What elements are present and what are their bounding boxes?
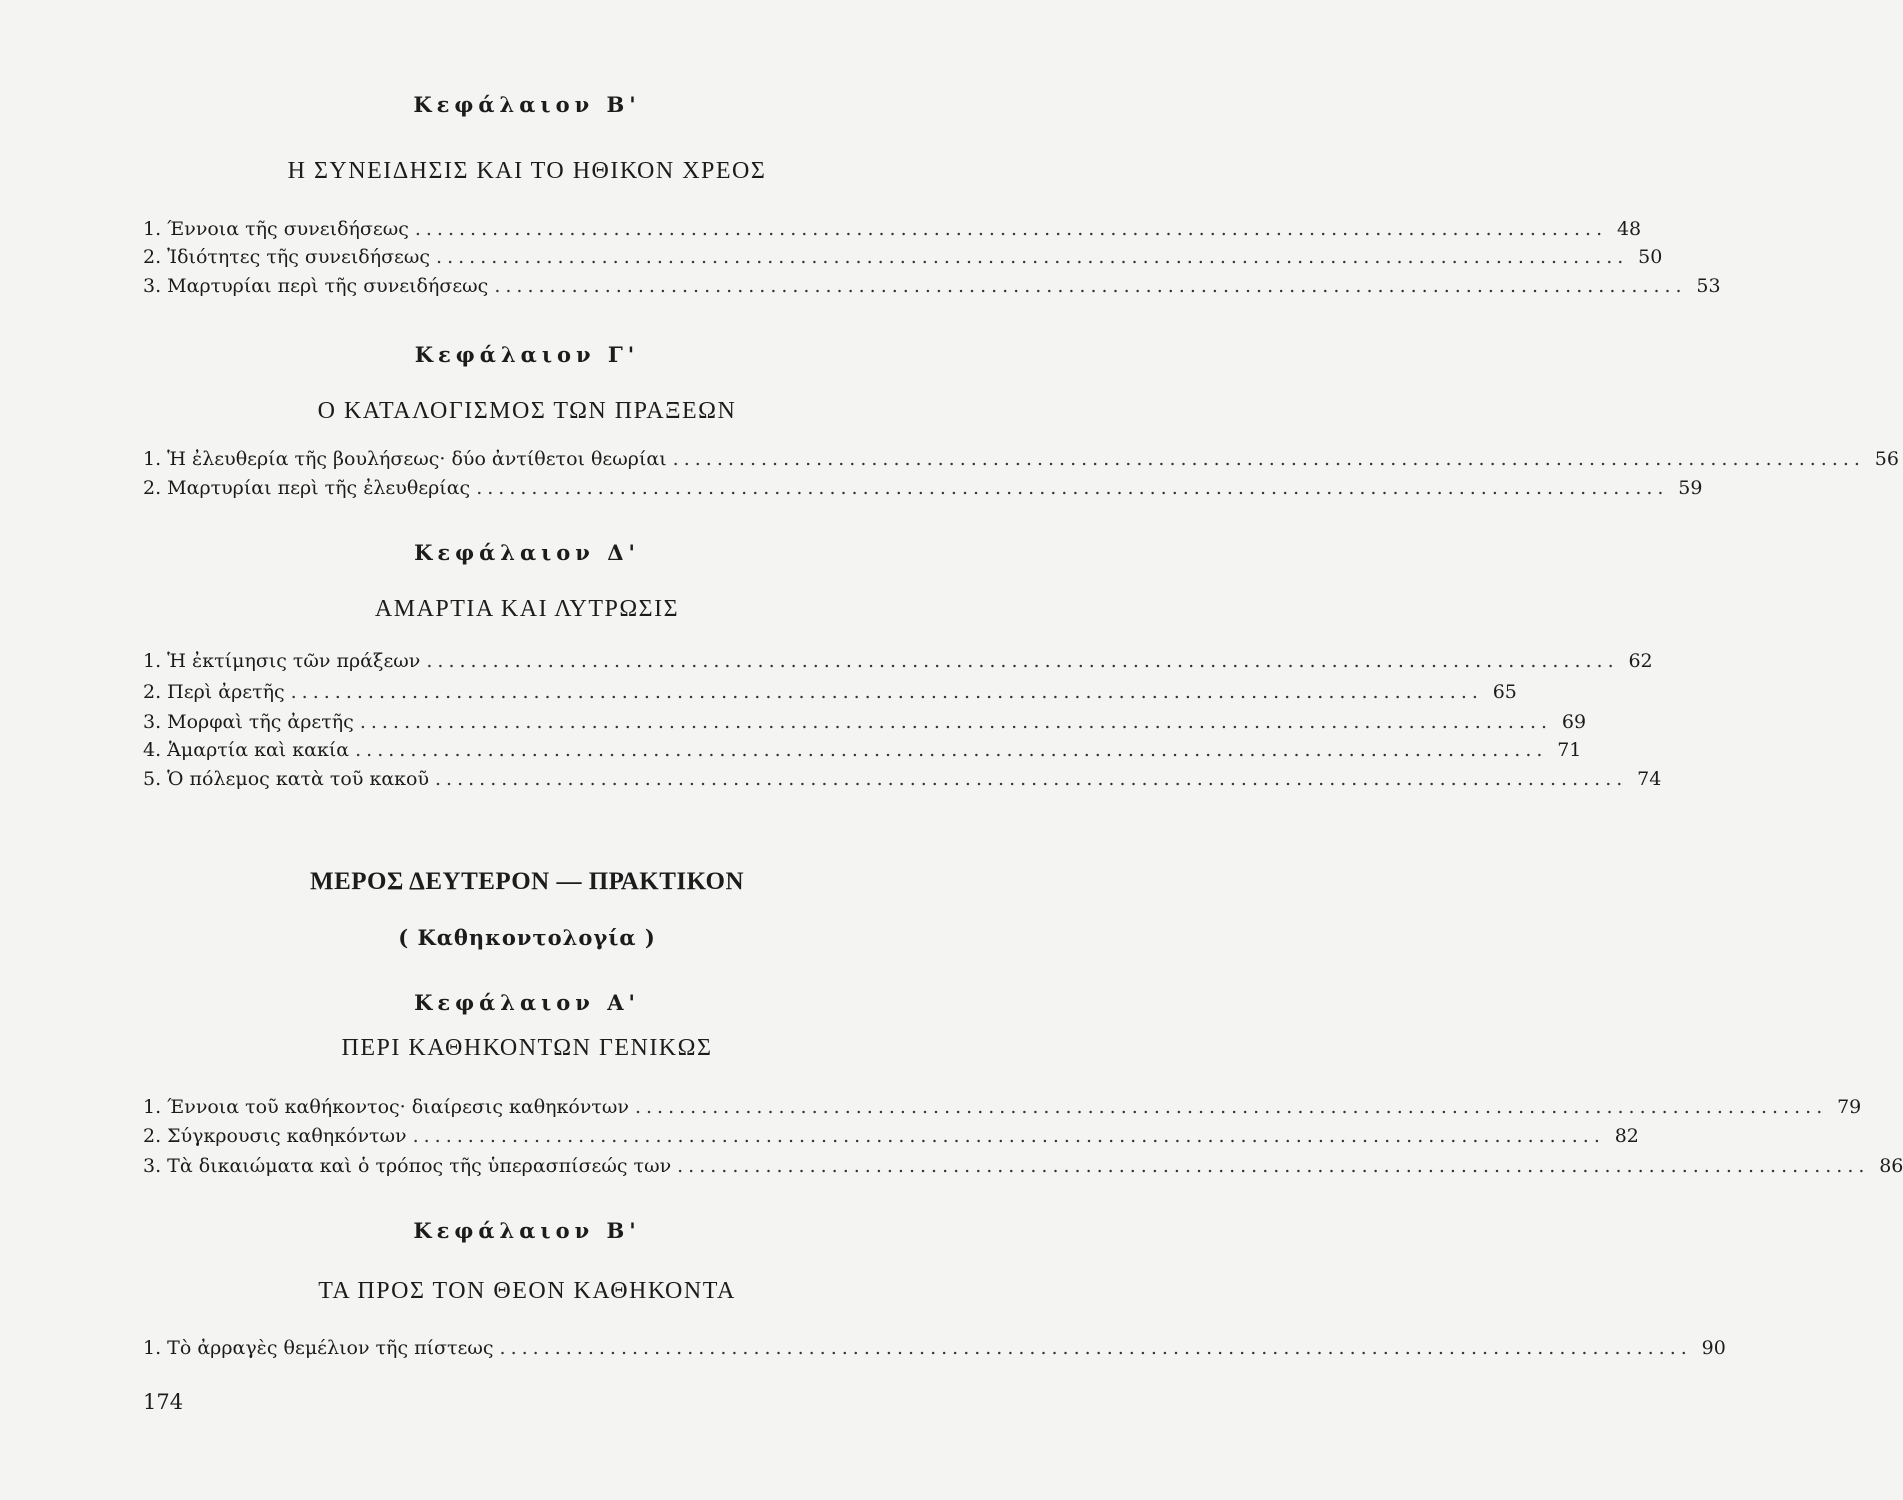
dot-leader: ............................................................................................................	[677, 1155, 1870, 1177]
dot-leader: ............................................................................................................	[494, 275, 1687, 297]
toc-entry-label: 4. Ἁμαρτία καὶ κακία	[143, 739, 350, 761]
toc-entry-label: 2. Περὶ ἀρετῆς	[143, 681, 285, 703]
chapter-title: ΠΕΡΙ ΚΑΘΗΚΟΝΤΩΝ ΓΕΝΙΚΩΣ	[341, 1035, 713, 1061]
toc-entry-page: 74	[1637, 768, 1662, 790]
toc-entry	[143, 1155, 1903, 1183]
toc-entry	[143, 218, 1642, 246]
dot-leader: ............................................................................................................	[634, 1096, 1828, 1118]
toc-entry-page: 69	[1561, 711, 1587, 733]
toc-entry-label: 2. Ἰδιότητες τῆς συνειδήσεως	[143, 246, 431, 268]
chapter-heading: Κεφάλαιον Β'	[413, 1218, 641, 1243]
toc-entry-page: 90	[1701, 1337, 1726, 1359]
toc-entry-label: 1. Έννοια τῆς συνειδήσεως	[143, 218, 409, 240]
chapter-heading: Κεφάλαιον Β'	[413, 92, 641, 117]
part-title: ΜΕΡΟΣ ΔΕΥΤΕΡΟΝ — ΠΡΑΚΤΙΚΟΝ	[309, 868, 745, 895]
toc-entry-label: 3. Μαρτυρίαι περὶ τῆς συνειδήσεως	[143, 275, 489, 297]
dot-leader: ............................................................................................................	[359, 711, 1553, 733]
dot-leader: ............................................................................................................	[414, 218, 1608, 240]
dot-leader: ............................................................................................................	[499, 1337, 1692, 1359]
toc-entry	[143, 1337, 1726, 1365]
toc-entry	[143, 246, 1663, 274]
toc-entry-label: 1. Τὸ ἀρραγὲς θεμέλιον τῆς πίστεως	[143, 1337, 494, 1359]
toc-entry-label: 1. Ἡ ἐκτίμησις τῶν πράξεων	[143, 650, 421, 672]
toc-entry	[143, 768, 1662, 796]
chapter-heading: Κεφάλαιον Δ'	[414, 540, 640, 565]
toc-entry-page: 82	[1614, 1125, 1639, 1147]
toc-entry-label: 2. Σύγκρουσις καθηκόντων	[143, 1125, 407, 1147]
toc-entry	[143, 739, 1582, 767]
chapter-heading: Κεφάλαιον Γ'	[414, 342, 640, 367]
dot-leader: ............................................................................................................	[435, 768, 1628, 790]
toc-entry-page: 59	[1678, 477, 1703, 499]
toc-entry-page: 56	[1874, 448, 1899, 470]
chapter-heading: Κεφάλαιον Α'	[414, 990, 640, 1015]
toc-entry-label: 3. Τὰ δικαιώματα καὶ ὁ τρόπος τῆς ὑπερασπίσεώς των	[143, 1155, 672, 1177]
dot-leader: ............................................................................................................	[355, 739, 1548, 761]
dot-leader: ............................................................................................................	[412, 1125, 1605, 1147]
dot-leader: ............................................................................................................	[426, 650, 1619, 672]
toc-entry	[143, 275, 1721, 303]
toc-entry	[143, 681, 1517, 709]
toc-entry-label: 2. Μαρτυρίαι περὶ τῆς ἐλευθερίας	[143, 477, 471, 499]
dot-leader: ............................................................................................................	[476, 477, 1669, 499]
toc-entry-page: 65	[1492, 681, 1517, 703]
toc-entry-page: 53	[1696, 275, 1721, 297]
chapter-title: Ο ΚΑΤΑΛΟΓΙΣΜΟΣ ΤΩΝ ΠΡΑΞΕΩΝ	[317, 398, 737, 424]
toc-entry-page: 86	[1879, 1155, 1903, 1177]
toc-entry	[143, 1125, 1639, 1153]
toc-entry	[143, 650, 1653, 678]
toc-entry	[143, 711, 1587, 739]
chapter-title: Η ΣΥΝΕΙΔΗΣΙΣ ΚΑΙ ΤΟ ΗΘΙΚΟΝ ΧΡΕΟΣ	[287, 158, 767, 184]
toc-entry	[143, 1096, 1862, 1124]
toc-entry-page: 71	[1557, 739, 1582, 761]
toc-entry-label: 1. Έννοια τοῦ καθήκοντος· διαίρεσις καθηκόντων	[143, 1096, 629, 1118]
toc-entry-label: 5. Ὁ πόλεμος κατὰ τοῦ κακοῦ	[143, 768, 430, 790]
chapter-title: ΑΜΑΡΤΙΑ ΚΑΙ ΛΥΤΡΩΣΙΣ	[374, 596, 680, 622]
toc-entry-page: 50	[1638, 246, 1663, 268]
toc-entry	[143, 477, 1703, 505]
toc-entry-page: 79	[1837, 1096, 1862, 1118]
toc-entry-label: 3. Μορφαὶ τῆς ἀρετῆς	[143, 711, 354, 733]
toc-entry	[143, 448, 1899, 476]
dot-leader: ............................................................................................................	[672, 448, 1865, 470]
part-subtitle: ( Καθηκοντολογία )	[398, 925, 656, 950]
toc-entry-label: 1. Ἡ ἐλευθερία τῆς βουλήσεως· δύο ἀντίθετοι θεωρίαι	[143, 448, 667, 470]
toc-entry-page: 48	[1616, 218, 1642, 240]
chapter-title: ΤΑ ΠΡΟΣ ΤΟΝ ΘΕΟΝ ΚΑΘΗΚΟΝΤΑ	[318, 1278, 736, 1304]
dot-leader: ............................................................................................................	[290, 681, 1483, 703]
dot-leader: ............................................................................................................	[436, 246, 1629, 268]
page-number: 174	[143, 1390, 184, 1414]
toc-entry-page: 62	[1628, 650, 1653, 672]
